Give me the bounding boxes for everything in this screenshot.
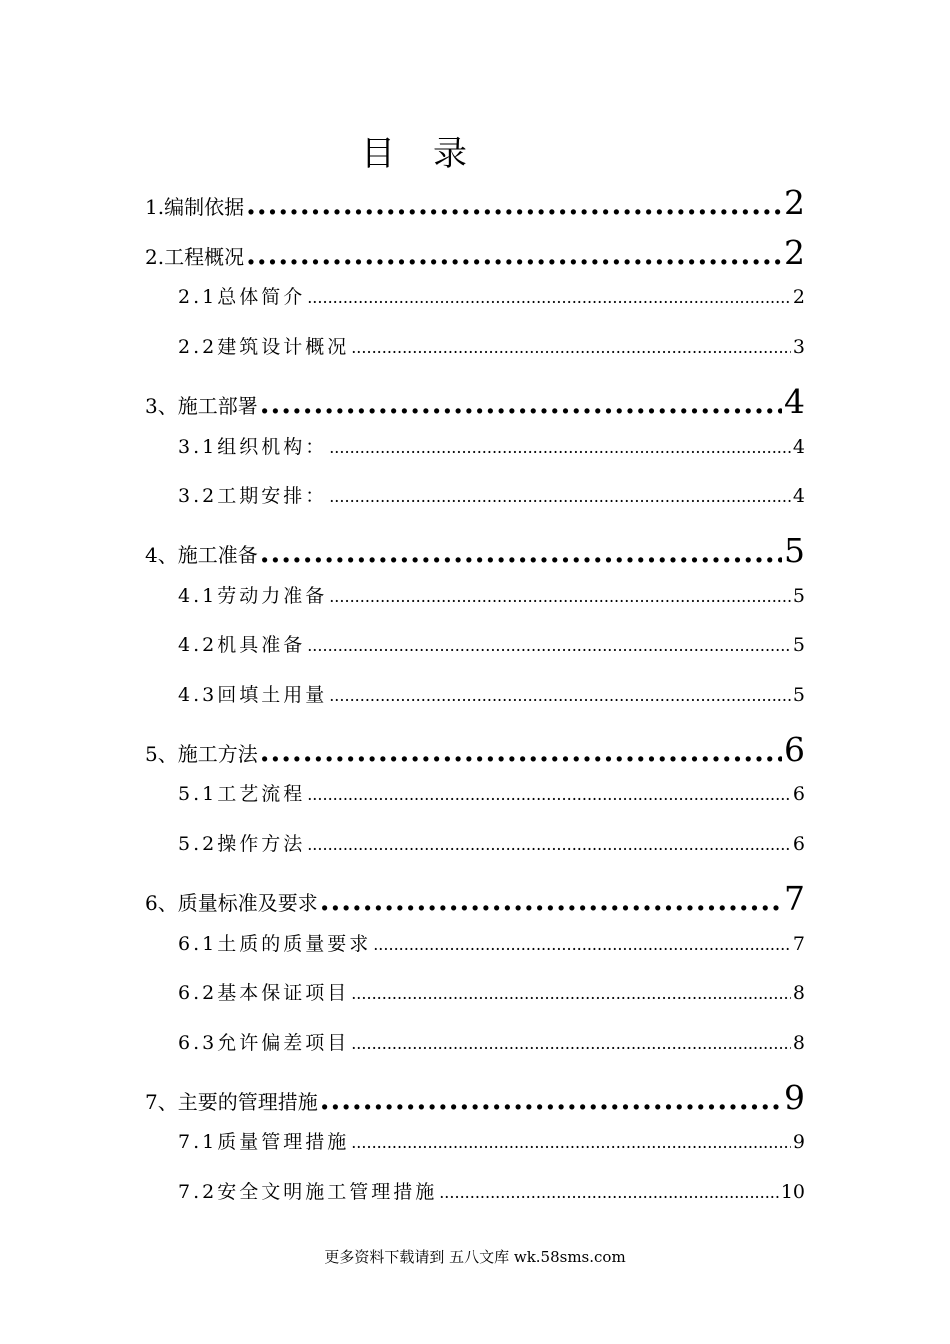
dot-leader — [439, 1183, 779, 1202]
toc-entry-label: 4.2机具准备 — [178, 634, 306, 656]
toc-entry-page: 7 — [784, 879, 805, 918]
toc-entry-page: 8 — [792, 982, 805, 1004]
toc-entry[interactable] — [178, 1177, 805, 1204]
dot-leader — [320, 1083, 782, 1116]
toc-entry-label: 4、施工准备 — [145, 543, 258, 567]
dot-leader — [246, 238, 782, 271]
toc-entry[interactable] — [178, 332, 805, 359]
toc-entry[interactable] — [145, 879, 805, 918]
toc-entry[interactable] — [178, 581, 805, 608]
toc-entry-page: 6 — [792, 783, 805, 805]
toc-entry-page: 2 — [784, 233, 805, 272]
toc-entry[interactable] — [178, 779, 805, 806]
toc-entry[interactable] — [178, 829, 805, 856]
toc-entry[interactable] — [145, 531, 805, 570]
dot-leader — [307, 636, 791, 655]
toc-entry-page: 9 — [784, 1078, 805, 1117]
toc-entry-page: 5 — [792, 684, 805, 706]
toc-entry-page: 6 — [792, 833, 805, 855]
dot-leader — [307, 785, 791, 804]
toc-entry-label: 1.编制依据 — [145, 195, 245, 219]
toc-entry[interactable] — [178, 1028, 805, 1055]
toc-entry-page: 5 — [792, 585, 805, 607]
toc-entry-label: 7、主要的管理措施 — [145, 1090, 318, 1114]
toc-entry[interactable] — [178, 481, 805, 508]
toc-entry-page: 6 — [784, 730, 805, 769]
toc-entry-label: 5、施工方法 — [145, 742, 258, 766]
toc-entry[interactable] — [178, 929, 805, 956]
toc-entry-label: 3.2工期安排： — [178, 485, 328, 507]
toc-entry-page: 7 — [792, 933, 805, 955]
toc-entry[interactable] — [145, 730, 805, 769]
dot-leader — [329, 438, 791, 457]
dot-leader — [329, 587, 791, 606]
toc-entry[interactable] — [178, 978, 805, 1005]
dot-leader — [373, 935, 791, 954]
toc-entry[interactable] — [145, 183, 805, 222]
toc-entry[interactable] — [178, 1127, 805, 1154]
toc-entry-label: 6.1土质的质量要求 — [178, 933, 372, 955]
toc-entry-label: 3、施工部署 — [145, 394, 258, 418]
toc-entry-label: 3.1组织机构： — [178, 436, 328, 458]
toc-entry-page: 4 — [792, 436, 805, 458]
toc-entry[interactable] — [178, 680, 805, 707]
toc-entry-page: 5 — [792, 634, 805, 656]
toc-entry-page: 3 — [792, 336, 805, 358]
dot-leader — [307, 835, 791, 854]
toc-entry[interactable] — [145, 382, 805, 421]
toc-entry-page: 2 — [792, 286, 805, 308]
toc-entry-page: 4 — [784, 382, 805, 421]
dot-leader — [329, 686, 791, 705]
page-title: 目 录 — [361, 134, 469, 174]
dot-leader — [351, 1133, 791, 1152]
toc-entry-label: 2.1总体简介 — [178, 286, 306, 308]
toc-entry-label: 5.1工艺流程 — [178, 783, 306, 805]
dot-leader — [260, 536, 782, 569]
toc-entry-page: 9 — [792, 1131, 805, 1153]
toc-entry-label: 6、质量标准及要求 — [145, 891, 318, 915]
dot-leader — [246, 188, 782, 221]
toc-entry-page: 10 — [780, 1181, 805, 1203]
toc-entry[interactable] — [145, 233, 805, 272]
toc-entry-label: 2.2建筑设计概况 — [178, 336, 350, 358]
toc-entry-label: 7.1质量管理措施 — [178, 1131, 350, 1153]
toc-entry-label: 7.2安全文明施工管理措施 — [178, 1181, 438, 1203]
toc-entry-label: 6.2基本保证项目 — [178, 982, 350, 1004]
toc-entry-label: 5.2操作方法 — [178, 833, 306, 855]
dot-leader — [260, 387, 782, 420]
toc-entry[interactable] — [178, 432, 805, 459]
toc-entry-label: 2.工程概况 — [145, 245, 245, 269]
dot-leader — [351, 338, 791, 357]
toc-entry[interactable] — [178, 630, 805, 657]
toc-entry-page: 8 — [792, 1032, 805, 1054]
toc-entry-label: 4.3回填土用量 — [178, 684, 328, 706]
dot-leader — [351, 1034, 791, 1053]
toc-entry[interactable] — [145, 1078, 805, 1117]
toc-entry-page: 5 — [784, 531, 805, 570]
footer-text: 更多资料下载请到 五八文库 wk.58sms.com — [324, 1248, 626, 1266]
dot-leader — [351, 984, 791, 1003]
dot-leader — [260, 735, 782, 768]
toc-entry-page: 4 — [792, 485, 805, 507]
dot-leader — [329, 487, 791, 506]
dot-leader — [320, 884, 782, 917]
toc-entry-label: 6.3允许偏差项目 — [178, 1032, 350, 1054]
dot-leader — [307, 288, 791, 307]
toc-entry-page: 2 — [784, 183, 805, 222]
toc-entry[interactable] — [178, 282, 805, 309]
toc-entry-label: 4.1劳动力准备 — [178, 585, 328, 607]
